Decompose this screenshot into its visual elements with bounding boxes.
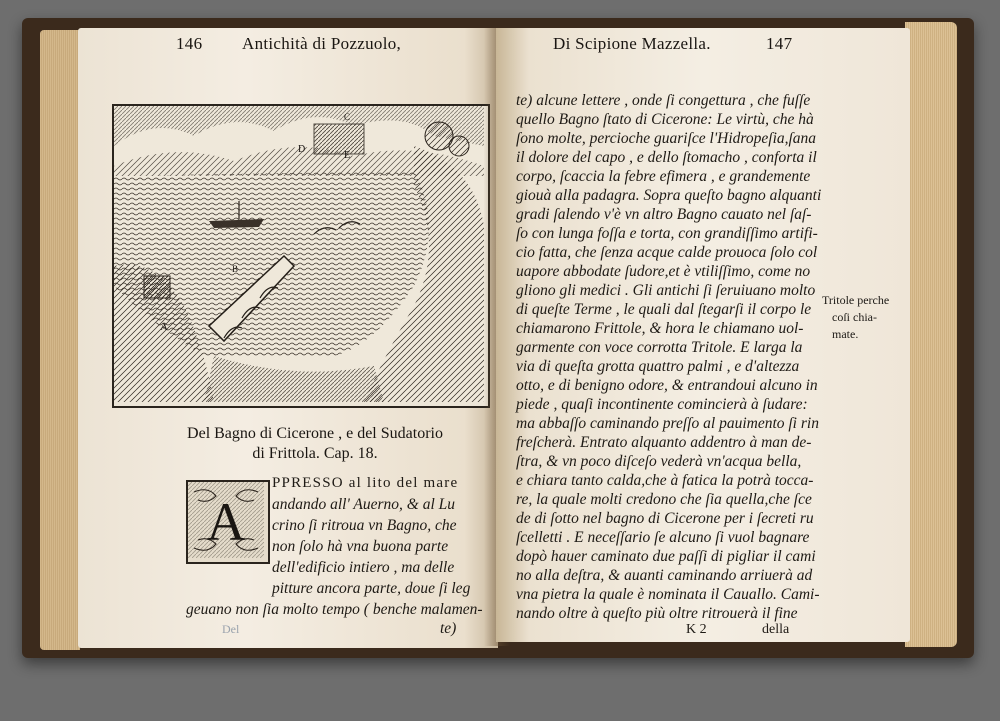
right-body-line: te) alcune lettere , onde ſi congettura , che fuſſe xyxy=(516,92,811,109)
left-catchword-ghost: Del xyxy=(222,622,240,636)
right-body-line: ſcelletti . E neceſſario ſe alcuno ſi vuol bagnare xyxy=(516,529,810,546)
right-page-number: 147 xyxy=(766,34,793,53)
right-body-line: dopò hauer caminato due paſſi di pigliar il cami xyxy=(516,548,816,565)
right-catchword: della xyxy=(762,622,790,637)
signature-mark: K 2 xyxy=(686,622,707,637)
right-body-line: garmente con voce corrotta Tritole. E larga la xyxy=(516,339,803,356)
margin-note-line-2: coſi chia- xyxy=(832,310,877,324)
right-body-line: nando oltre à queſto più oltre ritrouerà il fine xyxy=(516,605,798,622)
right-body-line: ſo con lunga foſſa e torta, con grandiſſimo artifi- xyxy=(516,225,818,242)
left-body-line-3: crino ſi ritroua vn Bagno, che xyxy=(272,517,457,534)
left-body-line-5: dell'edificio intiero , ma delle xyxy=(272,559,455,576)
woodcut-illustration xyxy=(112,104,490,408)
chapter-caption-line-1: Del Bagno di Cicerone , e del Sudatorio xyxy=(187,425,443,442)
right-body-line: no alla deſtra, & auanti caminando arriuerà ad xyxy=(516,567,813,584)
chapter-caption-line-2: di Frittola. Cap. 18. xyxy=(252,445,378,462)
left-page-edges xyxy=(40,30,80,650)
margin-note-line-1: Tritole perche xyxy=(822,293,890,307)
margin-note-line-3: mate. xyxy=(832,327,859,341)
woodcut-letter-e: E xyxy=(344,150,351,161)
woodcut-letter-d: D xyxy=(298,144,306,155)
right-body-line: quello Bagno ſtato di Cicerone: Le virtù, che hà xyxy=(516,111,814,128)
woodcut-scene xyxy=(114,106,484,402)
right-body-line: corpo, ſcaccia la febre efimera , e grandemente xyxy=(516,168,811,185)
right-body-line: vna pietra la quale è nominata il Cauallo. Cami- xyxy=(516,586,820,603)
right-page-edges xyxy=(905,22,957,647)
right-body-line: ſono molte, percioche guariſce l'Hidropeſia,ſana xyxy=(516,130,817,147)
right-body-line: de di ſotto nel bagno di Cicerone per i ſecreti ru xyxy=(516,510,814,527)
left-body-line-2: andando all' Auerno, & al Lu xyxy=(272,496,456,513)
right-body-line: cio fatta, che ſenza acque calde prouoca ſolo col xyxy=(516,244,818,261)
left-body-line-7: geuano non ſia molto tempo ( benche malamen- xyxy=(186,601,483,618)
woodcut-letter-a: A xyxy=(160,321,168,333)
right-body-line: gliono gli medici . Gli antichi ſi ſeruiuano molto xyxy=(516,282,816,299)
woodcut-letter-c: C xyxy=(344,112,351,122)
right-body-line: chiamarono Frittole, & hora le chiamano uol- xyxy=(516,320,804,337)
left-body-line-4: non ſolo hà vna buona parte xyxy=(272,538,449,555)
right-running-title: Di Scipione Mazzella. xyxy=(553,34,711,53)
svg-text:A: A xyxy=(206,492,246,552)
left-body-line-6: pitture ancora parte, doue ſi leg xyxy=(272,580,471,597)
right-body-line: re, la quale molti credono che ſia quella,che ſce xyxy=(516,491,812,508)
decorated-initial xyxy=(186,480,270,564)
right-body-line: freſcherà. Entrato alquanto addentro à man de- xyxy=(516,434,812,451)
right-body-line: ſtra, & vn poco diſceſo vederà vn'acqua bella, xyxy=(516,453,802,470)
woodcut-letter-b: B xyxy=(232,264,239,274)
right-body-line: di queſte Terme , le quali dal ſtegarſi il corpo le xyxy=(516,301,812,318)
right-body-line: otto, e di benigno odore, & entrandoui alcuno in xyxy=(516,377,818,394)
right-body-line: piede , quaſi incontinente comincierà à ſudare: xyxy=(516,396,808,413)
right-body-line: il dolore del capo , e dello ſtomacho , conforta il xyxy=(516,149,817,166)
right-body-line: giouà alla padagra. Sopra queſto bagno alquanti xyxy=(516,187,822,204)
right-body-line: via di queſta grotta quattro palmi , e d'altezza xyxy=(516,358,800,375)
right-body-line: e chiara tanto calda,che à fatica la potrà tocca- xyxy=(516,472,814,489)
left-body-line-1: PPRESSO al lito del mare xyxy=(272,475,459,491)
margin-note xyxy=(822,292,889,343)
right-body-line: ma abbaſſo caminando preſſo al pauimento ſi rin xyxy=(516,415,819,432)
right-body-line: uapore abbodate ſudore,et è vtiliſſimo, come no xyxy=(516,263,811,280)
right-body-line: gradi ſalendo v'è vn altro Bagno cauato nel ſaſ- xyxy=(516,206,812,223)
left-running-title: Antichità di Pozzuolo, xyxy=(242,34,402,53)
left-body-line-8: te) xyxy=(440,620,457,637)
left-page-number: 146 xyxy=(176,34,203,53)
